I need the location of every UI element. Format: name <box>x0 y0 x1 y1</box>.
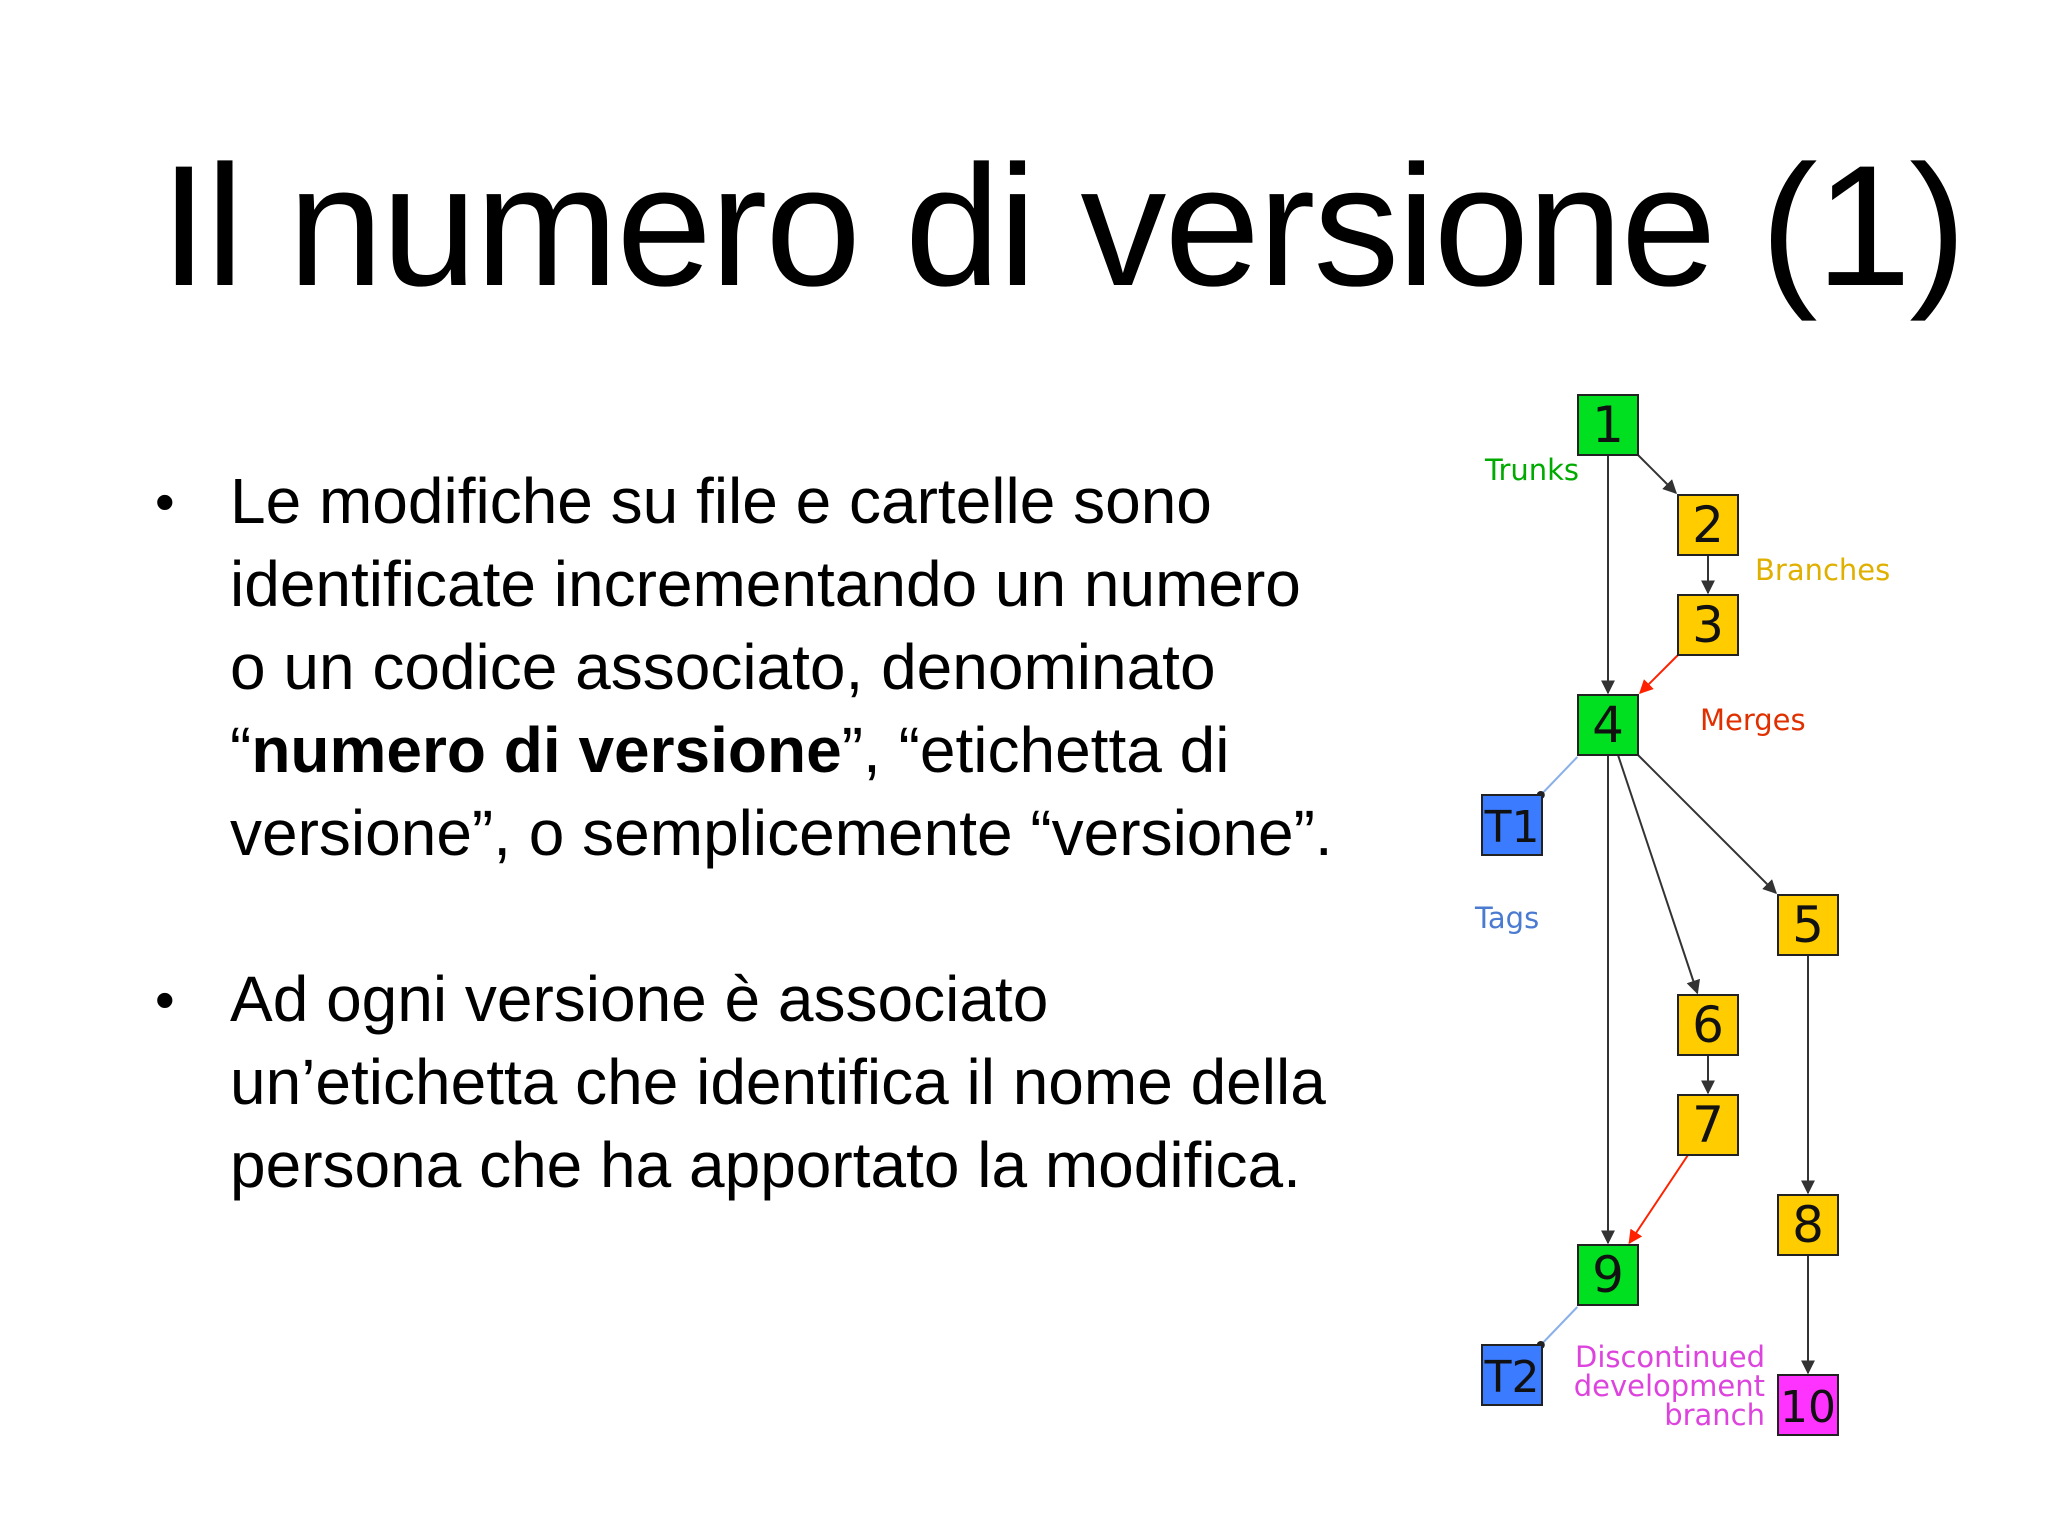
edge-4-5 <box>1638 755 1776 893</box>
edge-1-2 <box>1638 455 1676 493</box>
discontinued-label-line2: development <box>1573 1369 1765 1403</box>
edge-4-6 <box>1618 755 1697 993</box>
tag-edge-T2-9 <box>1541 1307 1577 1345</box>
node-T2 <box>1482 1345 1542 1405</box>
node-label-2: 2 <box>1692 496 1724 554</box>
discontinued-label-line1: Discontinued <box>1574 1340 1765 1374</box>
node-label-T2: T2 <box>1484 1352 1540 1403</box>
node-5 <box>1778 895 1838 955</box>
edges-layer <box>1537 455 1808 1373</box>
tags-label: Tags <box>1475 901 1540 935</box>
branches-label: Branches <box>1755 553 1891 587</box>
merge-edge-7-9 <box>1629 1155 1688 1243</box>
node-label-6: 6 <box>1692 996 1724 1054</box>
bullet-item <box>155 958 1335 1207</box>
bullet-list <box>155 460 1335 1290</box>
node-2 <box>1678 495 1738 555</box>
trunks-label: Trunks <box>1485 453 1580 487</box>
node-1 <box>1578 395 1638 455</box>
slide-title: Il numero di versione (1) <box>160 130 1965 322</box>
node-label-4: 4 <box>1592 696 1624 754</box>
node-label-5: 5 <box>1792 896 1824 954</box>
bullet-item <box>155 460 1335 875</box>
node-label-7: 7 <box>1692 1096 1724 1154</box>
discontinued-label-line3: branch <box>1664 1398 1765 1432</box>
node-label-9: 9 <box>1592 1246 1624 1304</box>
node-T1 <box>1482 795 1542 855</box>
bullet-emphasis: numero di versione <box>251 714 842 786</box>
node-4 <box>1578 695 1638 755</box>
node-8 <box>1778 1195 1838 1255</box>
merges-label: Merges <box>1700 703 1806 737</box>
node-label-3: 3 <box>1692 596 1724 654</box>
version-tree-diagram <box>1450 380 1910 1450</box>
bullet-text: ”, “etichetta di versione”, o semplicemente “versione”. <box>230 714 1333 869</box>
tag-edge-T1-4 <box>1541 757 1577 795</box>
node-10 <box>1778 1375 1838 1435</box>
bullet-text: Le modifiche su file e cartelle sono identificate incrementando un numero o un codice associato, denominato “ <box>230 465 1301 786</box>
node-6 <box>1678 995 1738 1055</box>
node-7 <box>1678 1095 1738 1155</box>
bullet-text: Ad ogni versione è associato un’etichetta che identifica il nome della persona che ha apportato la modifica. <box>230 963 1326 1201</box>
merge-edge-3-4 <box>1640 655 1678 693</box>
node-9 <box>1578 1245 1638 1305</box>
node-label-1: 1 <box>1592 396 1624 454</box>
node-label-8: 8 <box>1792 1196 1824 1254</box>
node-3 <box>1678 595 1738 655</box>
node-label-T1: T1 <box>1484 802 1540 853</box>
node-label-10: 10 <box>1780 1382 1836 1433</box>
